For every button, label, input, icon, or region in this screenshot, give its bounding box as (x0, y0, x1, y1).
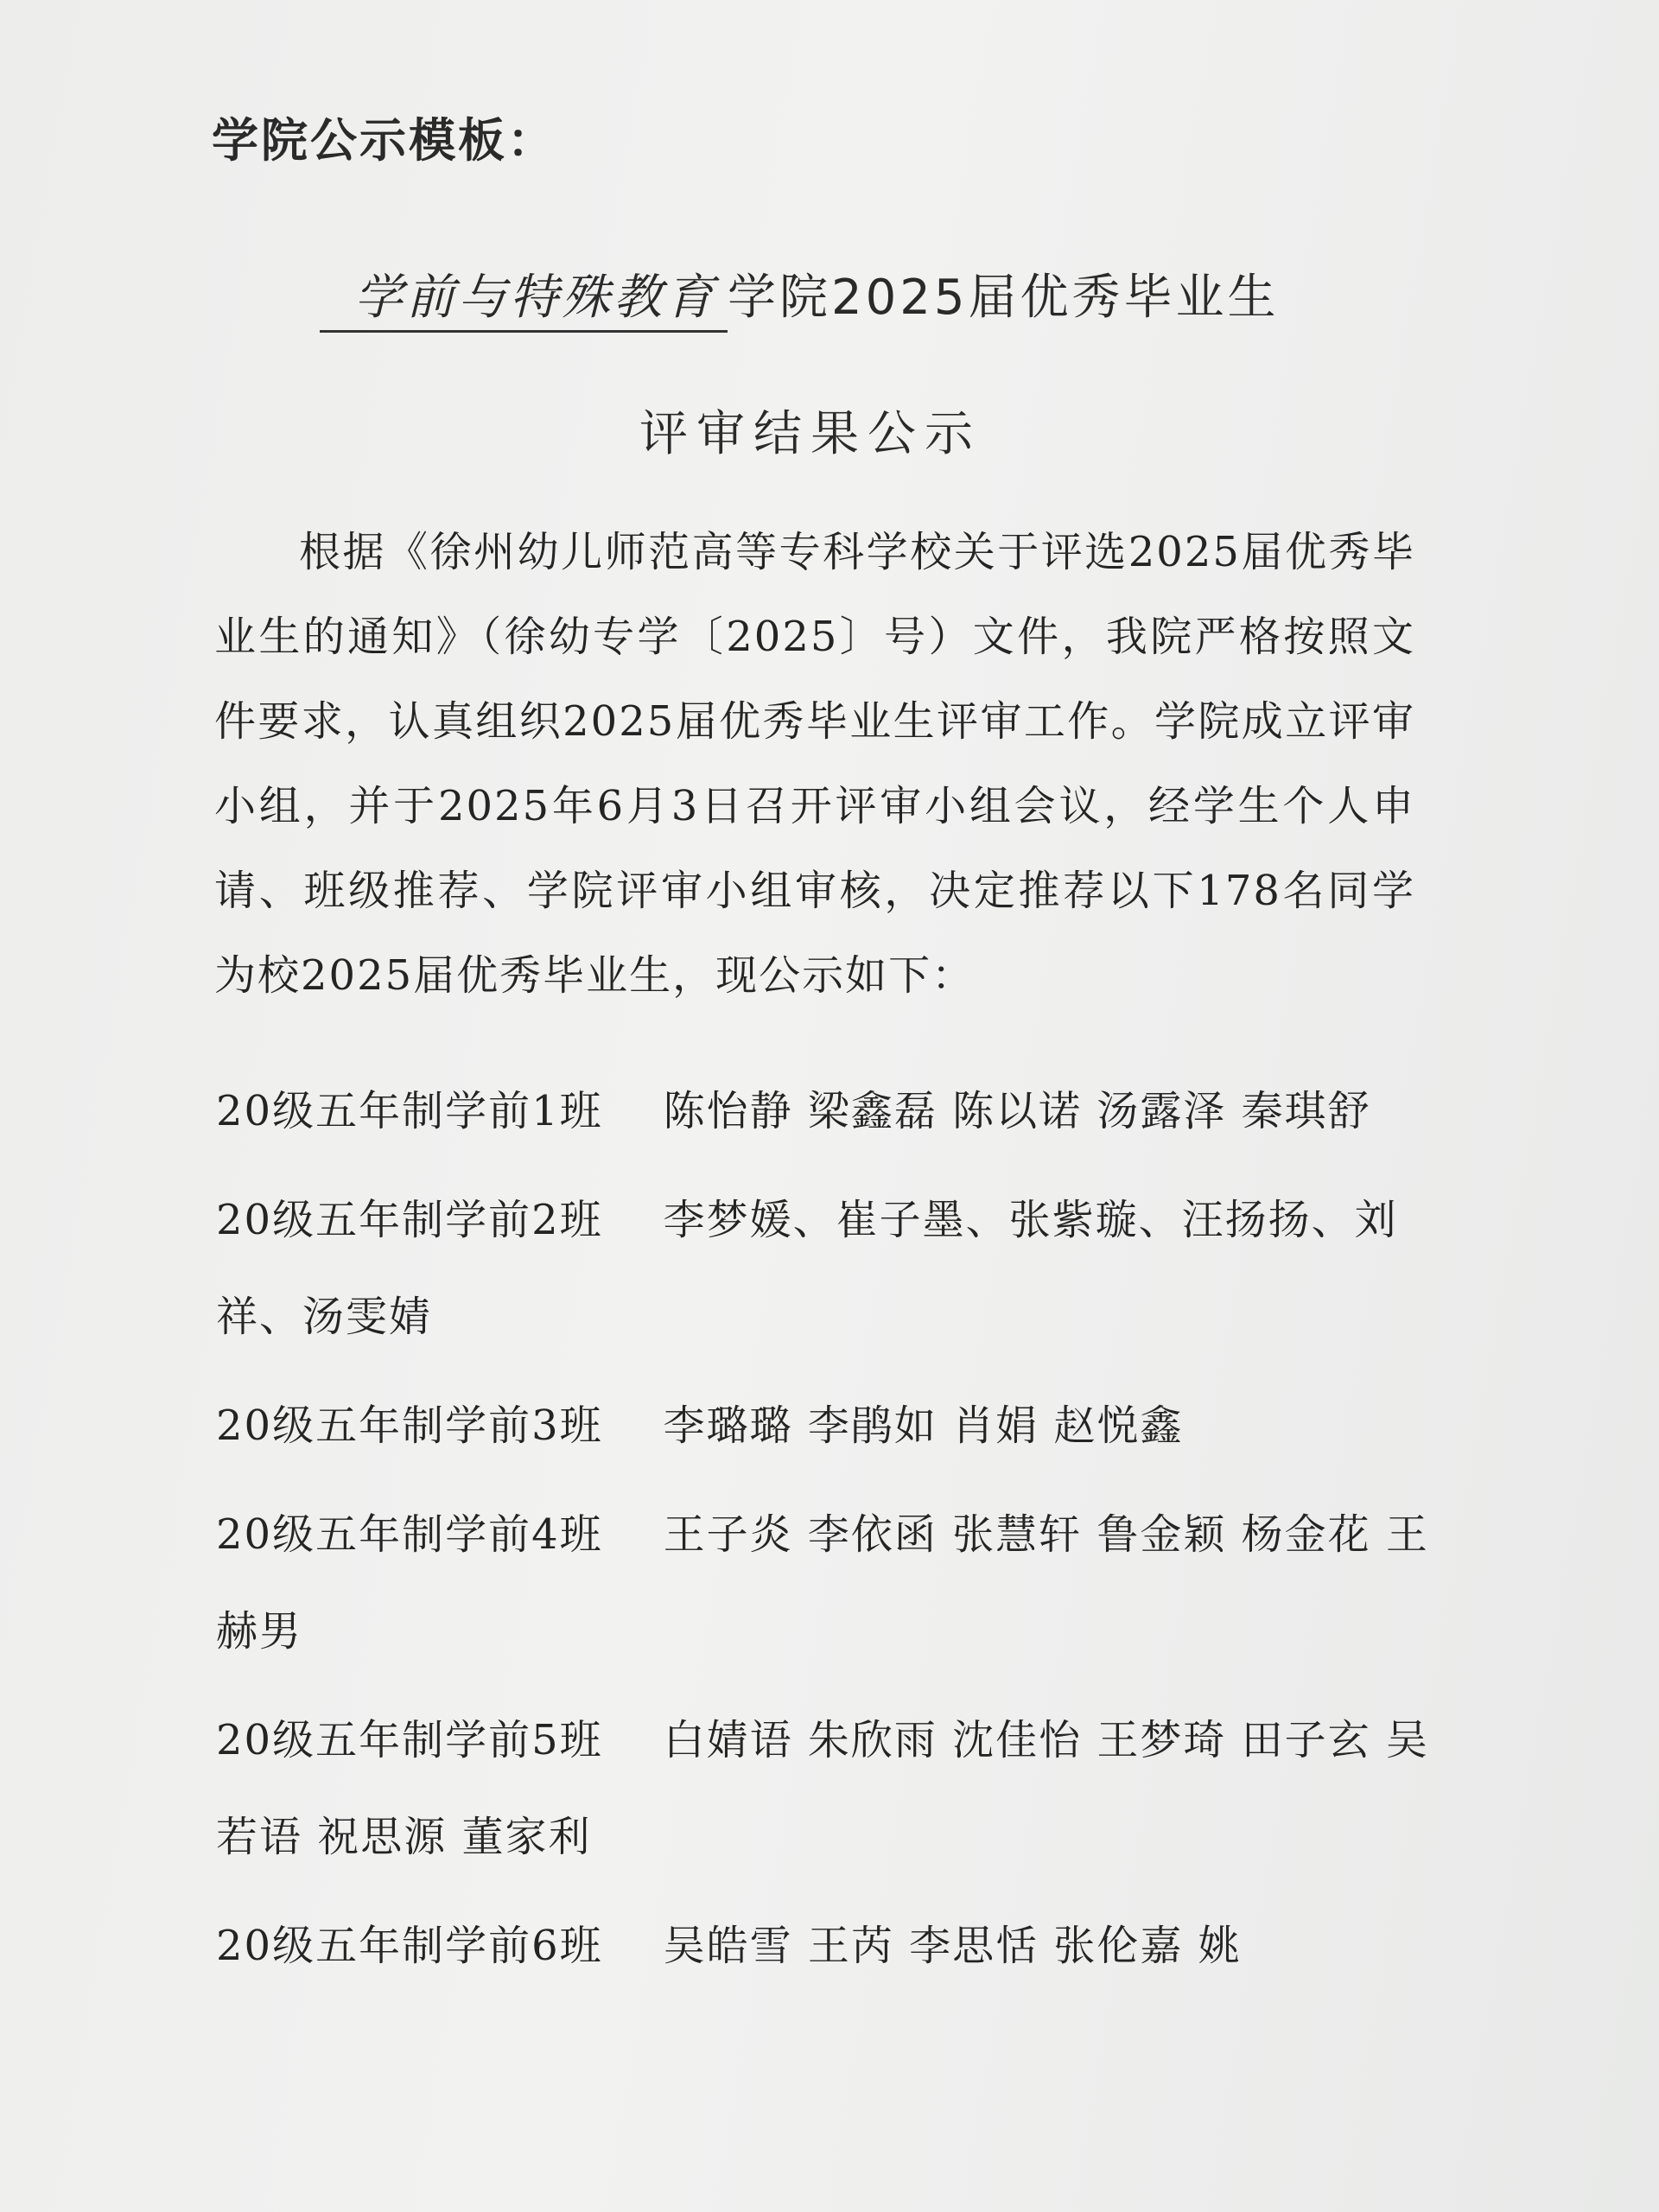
class-entry (216, 1692, 1443, 1885)
student-names: 王子炎 李依函 张慧轩 鲁金颖 杨金花 王赫男 (216, 1510, 1429, 1656)
class-name: 20级五年制学前3班 (216, 1402, 603, 1450)
class-name: 20级五年制学前1班 (216, 1087, 603, 1135)
class-entry (216, 1486, 1443, 1680)
class-name: 20级五年制学前6班 (216, 1922, 603, 1970)
class-student-list (216, 1063, 1443, 2006)
class-entry (216, 1377, 1443, 1474)
college-name-handwritten: 学前与特殊教育 (320, 259, 728, 333)
class-name: 20级五年制学前5班 (216, 1716, 603, 1764)
student-names: 陈怡静 梁鑫磊 陈以诺 汤露泽 秦琪舒 (663, 1087, 1371, 1135)
announcement-title-line1 (320, 259, 1280, 333)
class-entry (216, 1897, 1443, 1994)
class-name: 20级五年制学前2班 (216, 1196, 603, 1244)
class-name: 20级五年制学前4班 (216, 1510, 603, 1559)
class-entry (216, 1063, 1443, 1160)
student-names: 吴皓雪 王芮 李思恬 张伦嘉 姚 (663, 1922, 1242, 1970)
student-names: 李梦媛、崔子墨、张紫璇、汪扬扬、刘祥、汤雯婧 (216, 1196, 1398, 1341)
title-line1-rest: 学院2025届优秀毕业生 (728, 270, 1280, 326)
class-entry (216, 1172, 1443, 1365)
student-names: 白婧语 朱欣雨 沈佳怡 王梦琦 田子玄 吴若语 祝思源 董家利 (216, 1716, 1429, 1861)
announcement-title-line2: 评审结果公示 (639, 406, 982, 462)
template-label: 学院公示模板： (212, 113, 556, 168)
student-names: 李璐璐 李鹃如 肖娟 赵悦鑫 (663, 1402, 1184, 1450)
body-paragraph: 根据《徐州幼儿师范高等专科学校关于评选2025届优秀毕业生的通知》（徐幼专学〔2025〕号）文件，我院严格按照文件要求，认真组织2025届优秀毕业生评审工作。学院成立评审小组，并于2025年6月3日召开评审小组会议，经学生个人申请、班级推荐、学院评审小组审核，决定推荐以下178名同学为校2025届优秀毕业生，现公示如下： (214, 528, 1415, 1000)
